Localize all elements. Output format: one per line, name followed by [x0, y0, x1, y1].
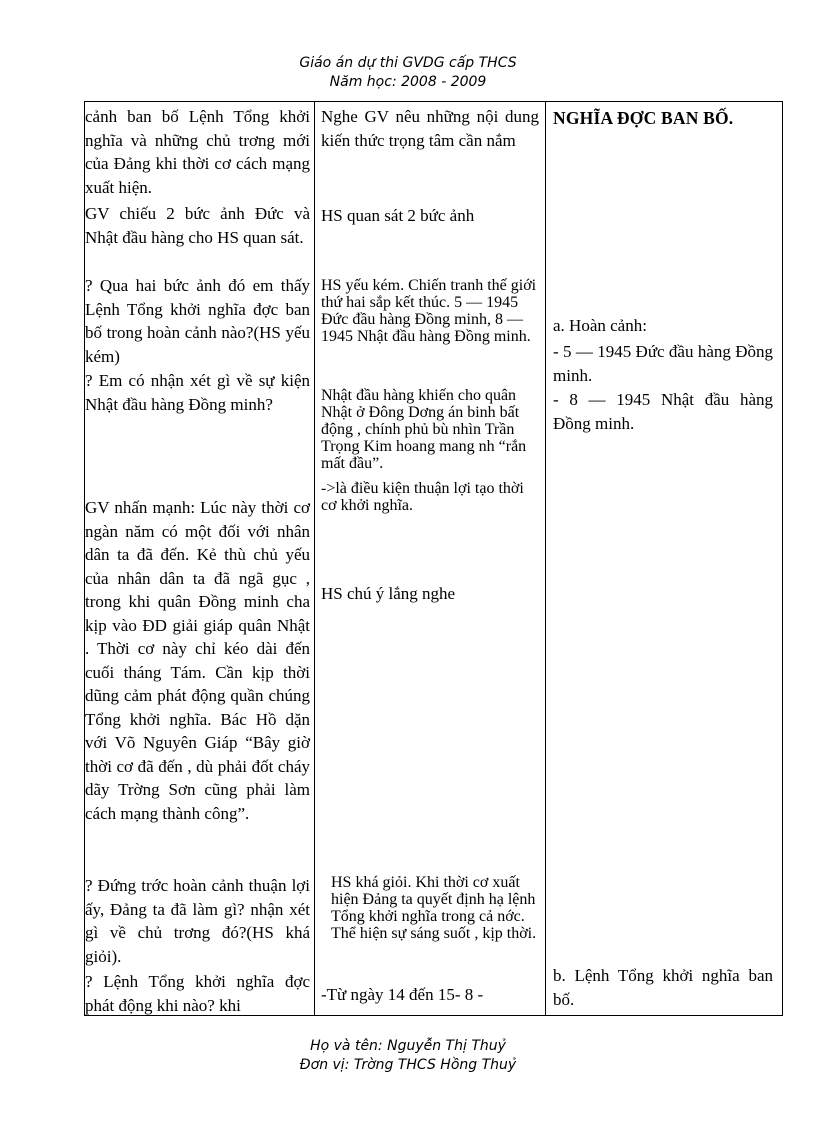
- header-title: Giáo án dự thi GVDG cấp THCS: [299, 55, 517, 71]
- teacher-question: ? Qua hai bức ảnh đó em thấy Lệnh Tổng khởi nghĩa đợc ban bố trong hoàn cảnh nào?(HS yếu kém): [85, 276, 310, 366]
- student-activity: Nghe GV nêu những nội dung kiến thức trọng tâm cần nắm: [321, 107, 539, 150]
- teacher-activity: GV chiếu 2 bức ảnh Đức và Nhật đầu hàng cho HS quan sát.: [85, 204, 310, 247]
- teacher-question: ? Em có nhận xét gì về sự kiện Nhật đầu hàng Đồng minh?: [85, 371, 310, 414]
- column-divider: [314, 102, 315, 1015]
- teacher-question: ? Lệnh Tổng khởi nghĩa đợc phát động khi nào? khi: [85, 972, 310, 1015]
- student-conclusion: ->là điều kiện thuận lợi tạo thời cơ khởi nghĩa.: [321, 480, 524, 514]
- header-school-year: Năm học: 2008 - 2009: [329, 74, 487, 90]
- student-answer: HS yếu kém. Chiến tranh thế giới thứ hai sắp kết thúc. 5 — 1945 Đức đầu hàng Đồng minh, 8 — 1945 Nhật đầu hàng Đồng minh.: [321, 277, 537, 345]
- lesson-table: [84, 101, 783, 1016]
- column-divider: [545, 102, 546, 1015]
- student-answer: -Từ ngày 14 đến 15- 8 -: [321, 985, 484, 1004]
- subsection-heading: b. Lệnh Tổng khởi nghĩa ban bố.: [553, 966, 773, 1009]
- teacher-question: ? Đứng trớc hoàn cảnh thuận lợi ấy, Đảng ta đã làm gì? nhận xét gì về chủ trơng đó?(HS khá giỏi).: [85, 876, 310, 966]
- teacher-emphasis: GV nhấn mạnh: Lúc này thời cơ ngàn năm có một đối với nhân dân ta đã đến. Kẻ thù chủ yếu của nhân dân ta đã ngã gục , trong khi quân Đồng minh cha kịp vào ĐD giải giáp quân Nhật . Thời cơ này chỉ kéo dài đến cuối tháng Tám. Cần kịp thời dũng cảm phát động quần chúng Tổng khởi nghĩa. Bác Hồ dặn với Võ Nguyên Giáp “Bây giờ thời cơ đã đến , dù phải đốt cháy dãy Trờng Sơn cũng phải làm cách mạng thành công”.: [85, 498, 310, 823]
- content-item: - 8 — 1945 Nhật đầu hàng Đồng minh.: [553, 390, 773, 433]
- student-answer: Nhật đầu hàng khiến cho quân Nhật ở Đông Dơng án binh bất động , chính phủ bù nhìn Trần Trọng Kim hoang mang nh “rắn mất đầu”.: [321, 387, 527, 472]
- student-activity: HS chú ý lắng nghe: [321, 584, 456, 603]
- subsection-heading: a. Hoàn cảnh:: [553, 316, 647, 335]
- student-activity: HS quan sát 2 bức ảnh: [321, 206, 475, 225]
- teacher-activity: cảnh ban bố Lệnh Tổng khởi nghĩa và những chủ trơng mới của Đảng khi thời cơ cách mạng xuất hiện.: [85, 107, 310, 197]
- content-item: - 5 — 1945 Đức đầu hàng Đồng minh.: [553, 342, 773, 385]
- student-answer: HS khá giỏi. Khi thời cơ xuất hiện Đảng ta quyết định hạ lệnh Tổng khởi nghĩa trong cả nớc. Thể hiện sự sáng suốt , kịp thời.: [331, 874, 537, 942]
- page-footer: [0, 1037, 816, 1075]
- author-name: Họ và tên: Nguyễn Thị Thuỷ: [310, 1038, 506, 1054]
- section-title: NGHĨA ĐỢC BAN BỐ.: [553, 108, 734, 128]
- page-header: [0, 54, 816, 92]
- author-unit: Đơn vị: Trờng THCS Hồng Thuỷ: [299, 1057, 517, 1073]
